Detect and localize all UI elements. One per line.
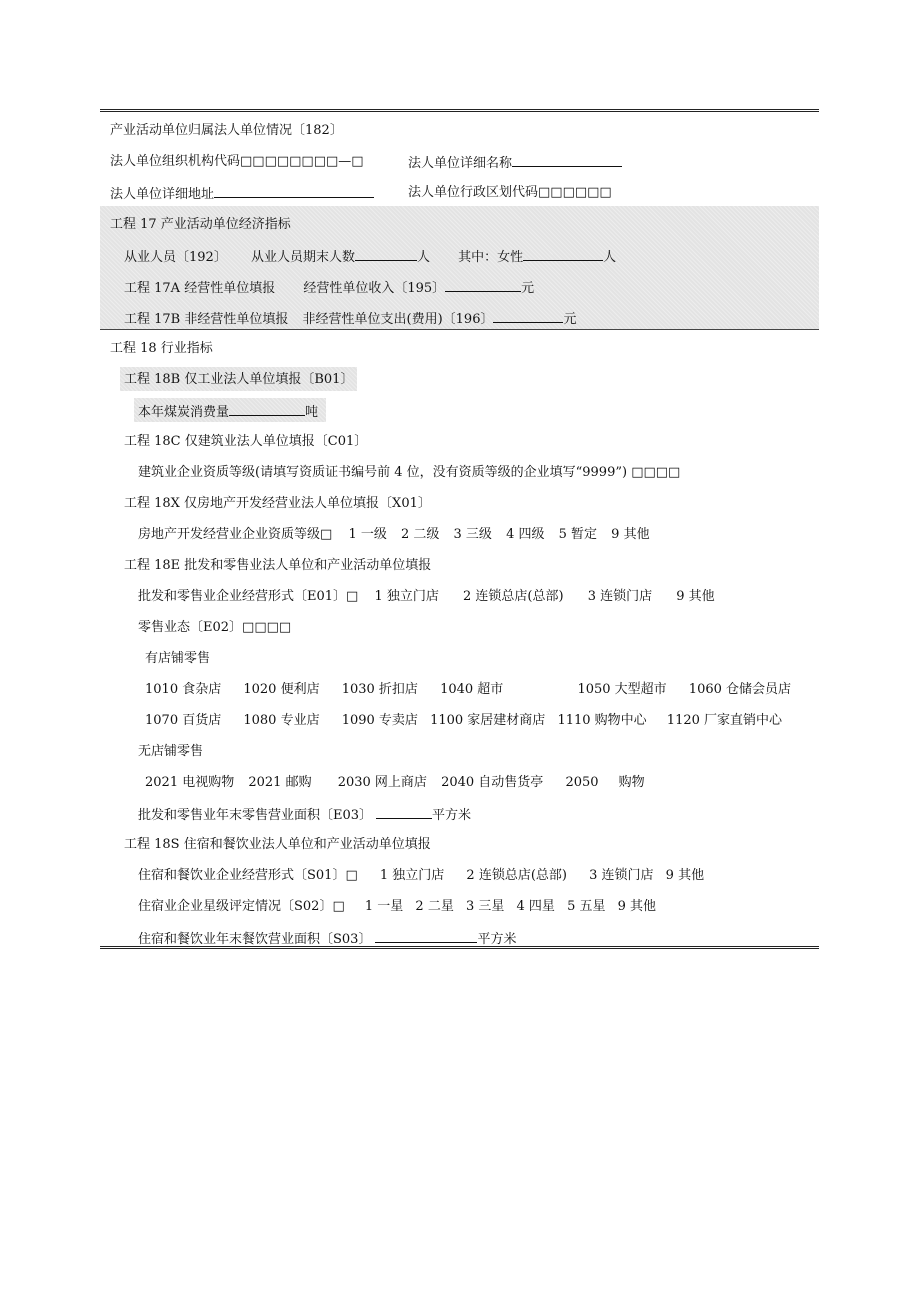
detail-name-label: 法人单位详细名称 xyxy=(408,156,513,171)
store-code: 1070 百货店 xyxy=(145,713,222,728)
store-code: 1030 折扣店 xyxy=(341,682,418,697)
realestate-qualification-row[interactable] xyxy=(138,525,650,545)
store-code: 1110 购物中心 xyxy=(557,713,647,728)
staff-end-label: 从业人员期末人数 xyxy=(250,250,355,265)
section-18x-title: 工程 18X 仅房地产开发经营业法人单位填报〔X01〕 xyxy=(124,496,431,511)
p17a-row xyxy=(124,277,534,297)
section-18b-title: 工程 18B 仅工业法人单位填报〔B01〕 xyxy=(124,372,354,387)
realestate-option: 9 其他 xyxy=(611,527,650,542)
detail-address-blank[interactable] xyxy=(214,183,374,198)
store-code: 1100 家居建材商店 xyxy=(430,713,546,728)
catering-form-option: 1 独立门店 xyxy=(379,868,445,883)
hotel-star-option: 5 五星 xyxy=(567,899,606,914)
nostore-codes-row xyxy=(145,773,645,793)
coal-blank[interactable] xyxy=(229,401,305,416)
catering-form-option: 9 其他 xyxy=(665,868,705,883)
section-182-title: 产业活动单位归属法人单位情况〔182〕 xyxy=(110,123,343,138)
nostore-code: 购物 xyxy=(618,775,645,790)
coal-label: 本年煤炭消费量 xyxy=(138,405,230,420)
retail-form-label: 批发和零售业企业经营形式〔E01〕□ xyxy=(138,589,359,604)
realestate-option: 5 暂定 xyxy=(558,527,598,542)
staff-row xyxy=(124,246,616,266)
p17a-unit: 元 xyxy=(521,281,535,296)
section-18e-title: 工程 18E 批发和零售业法人单位和产业活动单位填报 xyxy=(124,558,432,573)
hotel-star-option: 4 四星 xyxy=(516,899,555,914)
retail-area-unit: 平方米 xyxy=(432,808,472,823)
catering-area-row xyxy=(138,928,516,948)
retail-form-option: 1 独立门店 xyxy=(374,589,439,604)
store-codes-row-2 xyxy=(145,711,782,731)
staff-end-blank[interactable] xyxy=(355,246,417,261)
realestate-qualification-label: 房地产开发经营业企业资质等级□ xyxy=(138,527,333,542)
coal-row xyxy=(138,401,318,421)
section-18-title: 工程 18 行业指标 xyxy=(110,341,213,356)
staff-label: 从业人员〔192〕 xyxy=(124,250,227,265)
realestate-option: 4 四级 xyxy=(506,527,545,542)
realestate-option: 2 二级 xyxy=(400,527,440,542)
store-code: 1090 专卖店 xyxy=(341,713,418,728)
store-code: 1050 大型超市 xyxy=(577,682,667,697)
retail-area-row xyxy=(138,804,471,824)
p17b-label: 工程 17B 非经营性单位填报 xyxy=(124,312,289,327)
p17a-income-label: 经营性单位收入〔195〕 xyxy=(303,281,446,296)
female-unit: 人 xyxy=(603,250,617,265)
retail-form-row[interactable] xyxy=(138,587,715,607)
hotel-star-row[interactable] xyxy=(138,897,656,917)
catering-form-option: 2 连锁总店(总部) xyxy=(466,868,567,883)
hotel-star-label: 住宿业企业星级评定情况〔S02〕□ xyxy=(138,899,345,914)
hotel-star-option: 3 三星 xyxy=(465,899,505,914)
section-17-bottom-rule xyxy=(100,329,819,330)
catering-form-label: 住宿和餐饮业企业经营形式〔S01〕□ xyxy=(138,868,358,883)
construction-qualification-field[interactable]: 建筑业企业资质等级(请填写资质证书编号前 4 位，没有资质等级的企业填写“9999”) □□□□ xyxy=(138,465,681,480)
nostore-code: 2021 邮购 xyxy=(248,775,312,790)
detail-address-field[interactable] xyxy=(110,183,374,203)
store-code: 1010 食杂店 xyxy=(145,682,222,697)
p17a-income-blank[interactable] xyxy=(445,277,521,292)
catering-area-label: 住宿和餐饮业年末餐饮营业面积〔S03〕 xyxy=(138,932,372,947)
p17b-expense-label: 非经营性单位支出(费用)〔196〕 xyxy=(302,312,494,327)
retail-form-option: 3 连锁门店 xyxy=(587,589,653,604)
nostore-code: 2050 xyxy=(565,775,599,790)
retail-area-label: 批发和零售业年末零售营业面积〔E03〕 xyxy=(138,808,373,823)
catering-form-option: 3 连锁门店 xyxy=(589,868,654,883)
store-retail-heading: 有店铺零售 xyxy=(145,651,211,666)
p17b-unit: 元 xyxy=(563,312,577,327)
p17b-row xyxy=(124,308,577,328)
catering-area-blank[interactable] xyxy=(375,928,477,943)
nostore-code: 2040 自动售货亭 xyxy=(441,775,544,790)
section-18c-title: 工程 18C 仅建筑业法人单位填报〔C01〕 xyxy=(124,434,368,449)
female-blank[interactable] xyxy=(523,246,603,261)
coal-unit: 吨 xyxy=(305,405,319,420)
catering-area-unit: 平方米 xyxy=(477,932,517,947)
female-label: 其中：女性 xyxy=(458,250,524,265)
store-code: 1120 厂家直销中心 xyxy=(666,713,783,728)
store-code: 1060 仓储会员店 xyxy=(688,682,792,697)
catering-form-row[interactable] xyxy=(138,866,704,886)
nostore-code: 2021 电视购物 xyxy=(145,775,235,790)
nostore-code: 2030 网上商店 xyxy=(337,775,427,790)
retail-format-field[interactable]: 零售业态〔E02〕□□□□ xyxy=(138,620,292,635)
bottom-rule xyxy=(100,946,819,949)
section-18s-title: 工程 18S 住宿和餐饮业法人单位和产业活动单位填报 xyxy=(124,837,431,852)
staff-end-unit: 人 xyxy=(416,250,430,265)
hotel-star-option: 9 其他 xyxy=(617,899,657,914)
realestate-option: 1 一级 xyxy=(348,527,387,542)
section-17-title: 工程 17 产业活动单位经济指标 xyxy=(110,217,291,232)
p17b-expense-blank[interactable] xyxy=(493,308,563,323)
store-codes-row-1 xyxy=(145,680,791,700)
org-code-field[interactable]: 法人单位组织机构代码□□□□□□□□—□ xyxy=(110,154,364,169)
retail-form-option: 2 连锁总店(总部) xyxy=(463,589,564,604)
region-code-field[interactable]: 法人单位行政区划代码□□□□□□ xyxy=(408,185,612,200)
detail-name-field[interactable] xyxy=(408,152,622,172)
hotel-star-option: 2 二星 xyxy=(415,899,454,914)
store-code: 1080 专业店 xyxy=(243,713,320,728)
detail-name-blank[interactable] xyxy=(512,152,622,167)
retail-form-option: 9 其他 xyxy=(676,589,715,604)
store-code: 1020 便利店 xyxy=(243,682,320,697)
realestate-option: 3 三级 xyxy=(453,527,492,542)
detail-address-label: 法人单位详细地址 xyxy=(110,187,215,202)
hotel-star-option: 1 一星 xyxy=(364,899,404,914)
retail-area-blank[interactable] xyxy=(376,804,432,819)
store-code: 1040 超市 xyxy=(440,682,504,697)
top-rule xyxy=(100,109,819,112)
nostore-retail-heading: 无店铺零售 xyxy=(138,744,204,759)
p17a-label: 工程 17A 经营性单位填报 xyxy=(124,281,276,296)
